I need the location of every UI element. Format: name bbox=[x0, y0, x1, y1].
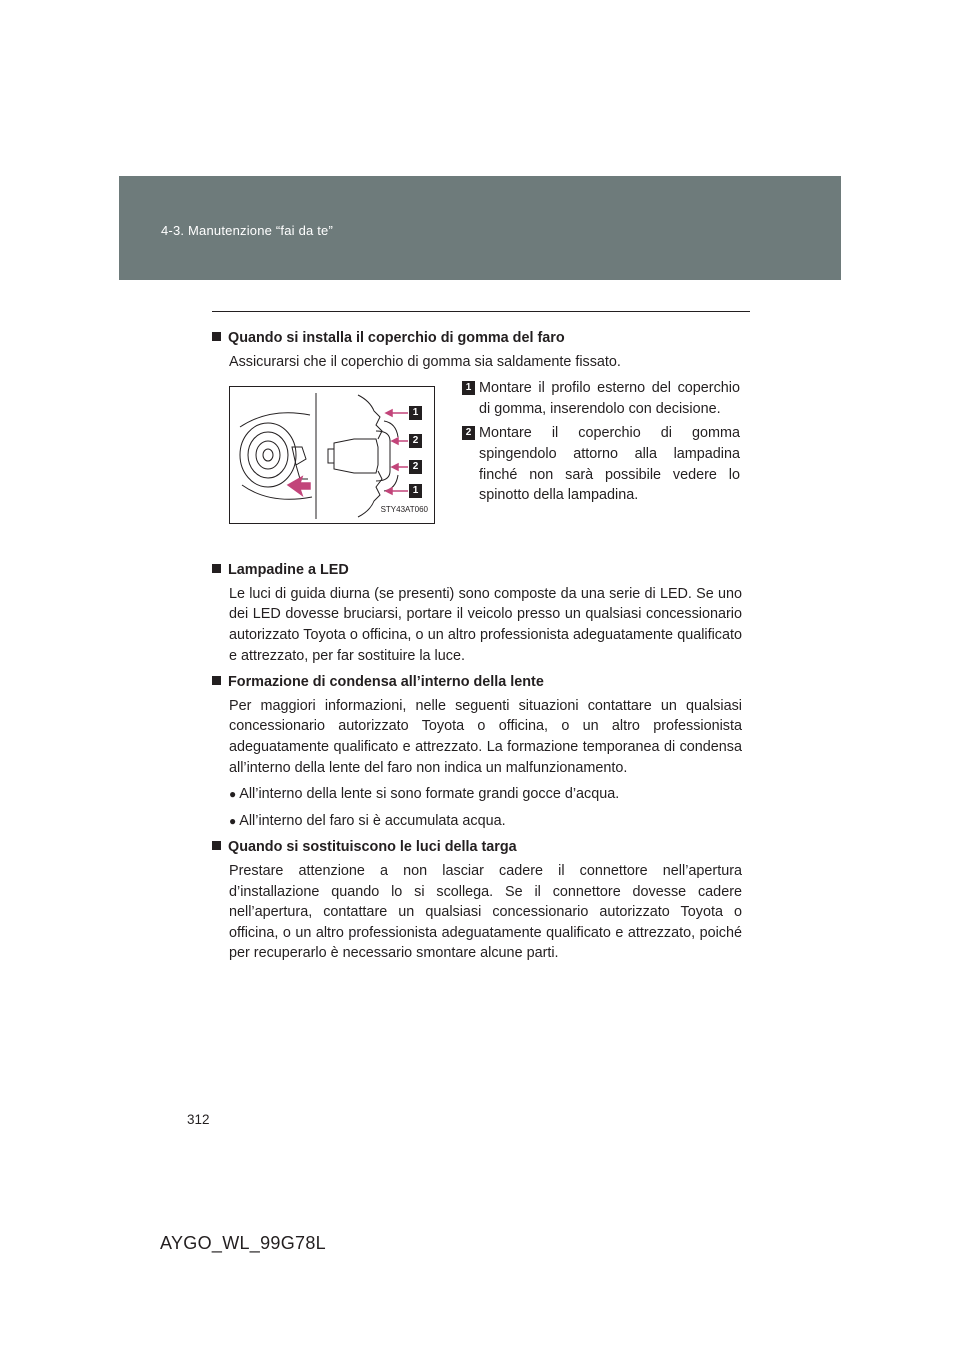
callout-badge-2b: 2 bbox=[409, 460, 422, 474]
figure-row bbox=[212, 378, 742, 550]
callout-badge-2: 2 bbox=[409, 434, 422, 448]
callout-badge-1b: 1 bbox=[409, 484, 422, 498]
section-body-license-plate: Prestare attenzione a non lasciar cadere il connettore nell’apertura d’installazione quando lo si scollega. Se il connettore dovesse cadere nell’apertura, contattare un qualsiasi concessionario autorizzato Toyota o officina, o un altro professionista adeguatamente qualificato e attrezzato, poiché per recuperarlo è necessario smontare alcune parti. bbox=[229, 862, 742, 962]
section-heading-condensation: Formazione di condensa all’interno della lente bbox=[212, 672, 742, 693]
header-band bbox=[119, 176, 841, 280]
bullet-item: ● All’interno del faro si è accumulata acqua. bbox=[229, 812, 506, 829]
step-number-badge: 2 bbox=[462, 426, 475, 440]
square-bullet-icon bbox=[212, 676, 221, 685]
figure-code: STY43AT060 bbox=[380, 504, 428, 514]
section-body-rubber-cover: Assicurarsi che il coperchio di gomma sia saldamente fissato. bbox=[229, 353, 621, 370]
section-heading-rubber-cover: Quando si installa il coperchio di gomma del faro bbox=[212, 328, 742, 349]
step-2: 2 Montare il coperchio di gomma spingendolo attorno alla lampadina finché non sarà possibile vedere lo spinotto della lampadina. bbox=[462, 423, 740, 505]
page-number: 312 bbox=[187, 1112, 210, 1127]
round-bullet-icon: ● bbox=[229, 787, 237, 802]
square-bullet-icon bbox=[212, 564, 221, 573]
callout-badge-1: 1 bbox=[409, 406, 422, 420]
document-code: AYGO_WL_99G78L bbox=[160, 1233, 326, 1253]
square-bullet-icon bbox=[212, 841, 221, 850]
section-heading-led: Lampadine a LED bbox=[212, 560, 742, 581]
section-body-led: Le luci di guida diurna (se presenti) sono composte da una serie di LED. Se uno dei LED dovesse bruciarsi, portare il veicolo presso un qualsiasi concessionario autorizzato Toyota o officina, o un altro professionista adeguatamente qualificato e attrezzato, per far sostituire la luce. bbox=[229, 585, 742, 664]
section-body-condensation: Per maggiori informazioni, nelle seguenti situazioni contattare un qualsiasi concessionario autorizzato Toyota o officina, o un altro professionista adeguatamente qualificato e attrezzato. La formazione temporanea di condensa all’interno della lente del faro non indica un malfunzionamento. bbox=[229, 697, 742, 776]
bullet-item: ● All’interno della lente si sono formate grandi gocce d’acqua. bbox=[229, 786, 620, 803]
headlamp-rubber-cover-illustration bbox=[229, 386, 435, 524]
installation-steps bbox=[462, 378, 740, 510]
square-bullet-icon bbox=[212, 332, 221, 341]
section-heading-license-plate: Quando si sostituiscono le luci della targa bbox=[212, 837, 742, 858]
round-bullet-icon: ● bbox=[229, 813, 237, 828]
step-1: 1 Montare il profilo esterno del coperchio di gomma, inserendolo con decisione. bbox=[462, 378, 740, 419]
header-rule bbox=[212, 311, 750, 312]
section-label: 4-3. Manutenzione “fai da te” bbox=[161, 223, 334, 238]
content bbox=[212, 328, 742, 970]
step-number-badge: 1 bbox=[462, 381, 475, 395]
